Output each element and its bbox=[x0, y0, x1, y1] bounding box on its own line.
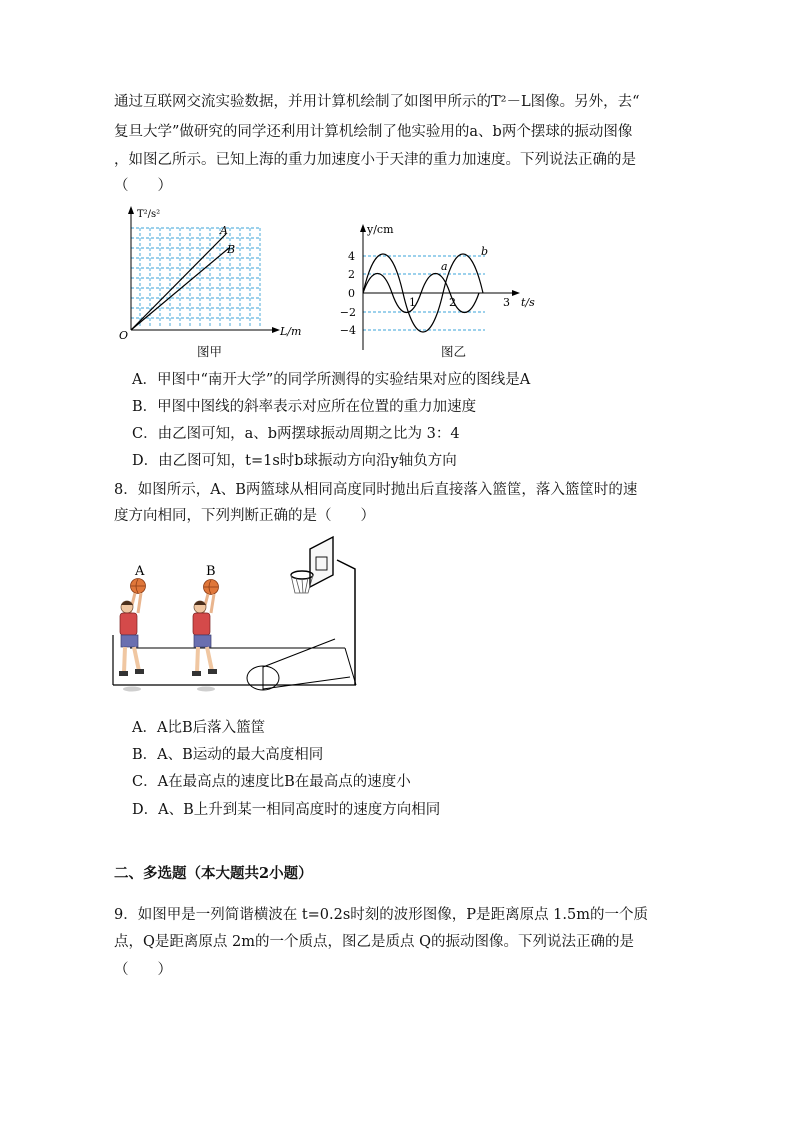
figure-jia-line-a-label: A bbox=[220, 224, 228, 237]
figure-jia-graph bbox=[110, 200, 310, 350]
figure-yi-x-label: t/s bbox=[521, 296, 535, 309]
q8-stem-line-1: 8．如图所示，A、B两篮球从相同高度同时抛出后直接落入篮筐，落入篮筐时的速 bbox=[114, 482, 638, 498]
figure-yi-y-tick: 0 bbox=[348, 287, 355, 300]
figure-jia-x-label: L/m bbox=[280, 325, 302, 338]
figure-jia-line-b-label: B bbox=[227, 243, 236, 256]
figure-yi-y-tick: 2 bbox=[348, 268, 355, 281]
figure-yi-curve-a-label: a bbox=[441, 260, 448, 273]
q8-option-b: B．A、B运动的最大高度相同 bbox=[132, 747, 324, 763]
q9-stem-line-1: 9．如图甲是一列简谐横波在 t=0.2s时刻的波形图像，P是距离原点 1.5m的一个质 bbox=[114, 907, 648, 923]
hoop-post bbox=[337, 560, 355, 685]
q9-stem-line-2: 点，Q是距离原点 2m的一个质点，图乙是质点 Q的振动图像。下列说法正确的是 bbox=[114, 934, 634, 950]
figure-yi-x-tick: 2 bbox=[449, 296, 456, 309]
q7-stem-line-3: ，如图乙所示。已知上海的重力加速度小于天津的重力加速度。下列说法正确的是 bbox=[114, 152, 636, 168]
q9-stem-line-3: （ ） bbox=[114, 962, 172, 978]
figure-jia-origin: O bbox=[119, 329, 129, 342]
figure-yi-y-tick: −4 bbox=[339, 324, 356, 337]
figure-jia-grid bbox=[131, 228, 260, 328]
figure-yi-caption: 图乙 bbox=[441, 344, 467, 359]
figure-yi-y-tick: 4 bbox=[348, 250, 355, 263]
q7-stem-line-4: （ ） bbox=[114, 178, 172, 194]
q7-stem-line-1: 通过互联网交流实验数据，并用计算机绘制了如图甲所示的T²－L图像。另外，去“ bbox=[114, 94, 640, 110]
ball-b-label: B bbox=[206, 564, 216, 579]
figure-yi-y-label: y/cm bbox=[367, 223, 394, 236]
figure-jia-y-label: T²/s² bbox=[137, 209, 161, 220]
figure-yi-x-tick: 3 bbox=[503, 296, 510, 309]
ball-a-label: A bbox=[135, 564, 145, 579]
player-b bbox=[192, 564, 219, 692]
q7-option-b: B．甲图中图线的斜率表示对应所在位置的重力加速度 bbox=[132, 399, 477, 415]
q8-stem-line-2: 度方向相同，下列判断正确的是（ ） bbox=[114, 508, 375, 524]
figure-jia-caption: 图甲 bbox=[197, 344, 223, 359]
q8-option-a: A．A比B后落入篮筐 bbox=[132, 720, 266, 736]
q7-option-a: A．甲图中“南开大学”的同学所测得的实验结果对应的图线是A bbox=[132, 372, 531, 388]
section-2-title: 二、多选题（本大题共2小题） bbox=[114, 865, 313, 882]
backboard bbox=[310, 537, 333, 587]
q8-option-d: D．A、B上升到某一相同高度时的速度方向相同 bbox=[132, 802, 441, 818]
basketball-illustration bbox=[105, 535, 370, 715]
figure-yi-y-tick: −2 bbox=[339, 306, 356, 319]
figure-yi-graph bbox=[335, 218, 555, 350]
q7-stem-line-2: 复旦大学”做研究的同学还利用计算机绘制了他实验用的a、b两个摆球的振动图像 bbox=[114, 124, 633, 140]
q7-option-c: C．由乙图可知，a、b两摆球振动周期之比为 3：4 bbox=[132, 426, 460, 442]
q7-option-d: D．由乙图可知，t=1s时b球振动方向沿y轴负方向 bbox=[132, 453, 457, 469]
figure-yi-x-tick: 1 bbox=[409, 296, 416, 309]
q8-option-c: C．A在最高点的速度比B在最高点的速度小 bbox=[132, 774, 411, 790]
player-a bbox=[119, 564, 146, 692]
figure-yi-curve-b-label: b bbox=[481, 245, 489, 258]
